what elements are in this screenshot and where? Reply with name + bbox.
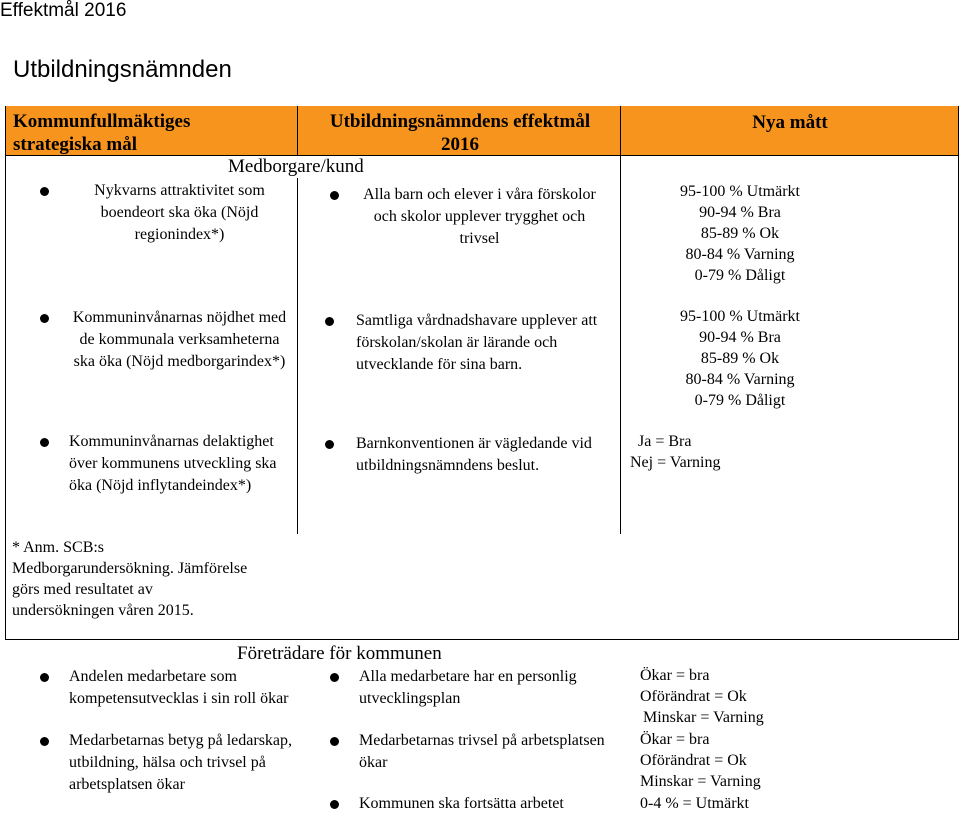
measure-list bbox=[625, 306, 855, 411]
column-divider bbox=[297, 178, 298, 534]
measure-line: Minskar = Varning bbox=[643, 709, 764, 726]
header-line: 2016 bbox=[441, 134, 479, 155]
strategic-goal-item: Medarbetarnas betyg på ledarskap, utbildning, hälsa och trivsel på arbetsplatsen ökar bbox=[40, 730, 300, 796]
measure-list bbox=[630, 431, 830, 473]
header-line: Kommunfullmäktiges bbox=[13, 111, 191, 132]
section-title-foretradare: Företrädare för kommunen bbox=[237, 643, 442, 664]
table-border-right bbox=[958, 106, 959, 640]
footnote-line: * Anm. SCB:s bbox=[12, 539, 105, 556]
header-line: Utbildningsnämndens effektmål bbox=[329, 111, 591, 132]
measure-list bbox=[625, 181, 855, 286]
strategic-goal-item: Kommuninvånarnas delaktighet över kommunens utveckling ska öka (Nöjd inflytandeindex*) bbox=[40, 431, 290, 497]
effect-goal-item: Alla medarbetare har en personlig utvecklingsplan bbox=[330, 666, 620, 710]
measure-line: Oförändrat = Ok bbox=[640, 752, 747, 769]
measure-line: 85-89 % Ok bbox=[700, 350, 780, 367]
header-divider bbox=[297, 106, 298, 155]
bullet-icon bbox=[40, 673, 49, 682]
measure-list bbox=[640, 665, 840, 728]
header-new-measures: Nya mått bbox=[752, 112, 828, 133]
measure-line: Nej = Varning bbox=[630, 454, 721, 471]
measure-line: Minskar = Varning bbox=[640, 773, 761, 790]
effect-goal-item: Medarbetarnas trivsel på arbetsplatsen ökar bbox=[330, 730, 620, 774]
measure-line: 90-94 % Bra bbox=[699, 329, 781, 346]
bullet-icon bbox=[40, 314, 49, 323]
bullet-icon bbox=[40, 187, 49, 196]
measure-line: 80-84 % Varning bbox=[685, 246, 795, 263]
bullet-icon bbox=[330, 800, 339, 809]
measure-line: Ökar = bra bbox=[640, 667, 710, 684]
measure-line: Ja = Bra bbox=[638, 433, 692, 450]
measure-list bbox=[640, 729, 840, 792]
bullet-icon bbox=[40, 438, 49, 447]
footnote bbox=[12, 537, 297, 621]
measure-line: 0-79 % Dåligt bbox=[694, 392, 786, 409]
bullet-icon bbox=[330, 191, 339, 200]
bullet-icon bbox=[330, 673, 339, 682]
measure-line: 95-100 % Utmärkt bbox=[680, 308, 800, 325]
header-divider bbox=[620, 106, 621, 155]
bullet-icon bbox=[325, 440, 334, 449]
effect-goal-item: Alla barn och elever i våra förskolor och skolor upplever trygghet och trivsel bbox=[330, 184, 600, 250]
footnote-line: görs med resultatet av bbox=[12, 581, 153, 598]
measure-line: Oförändrat = Ok bbox=[640, 688, 747, 705]
header-effect-goals bbox=[300, 110, 620, 156]
document-header: Effektmål 2016 bbox=[0, 0, 127, 21]
effect-goal-item: Kommunen ska fortsätta arbetet bbox=[330, 793, 630, 815]
measure-line: 95-100 % Utmärkt bbox=[680, 183, 800, 200]
strategic-goal-item: Nykvarns attraktivitet som boendeort ska öka (Nöjd regionindex*) bbox=[40, 180, 290, 246]
table-border-left bbox=[5, 106, 6, 640]
effect-goal-item: Barnkonventionen är vägledande vid utbildningsnämndens beslut. bbox=[325, 433, 615, 477]
footnote-line: undersökningen våren 2015. bbox=[12, 602, 194, 619]
header-line: strategiska mål bbox=[13, 134, 138, 155]
measure-line: 0-4 % = Utmärkt bbox=[640, 795, 749, 812]
section-title-medborgare: Medborgare/kund bbox=[228, 156, 364, 177]
bullet-icon bbox=[325, 317, 334, 326]
bullet-icon bbox=[40, 737, 49, 746]
strategic-goal-item: Kommuninvånarnas nöjdhet med de kommunala verksamheterna ska öka (Nöjd medborgarindex*) bbox=[40, 307, 290, 373]
measure-line: Ökar = bra bbox=[640, 731, 710, 748]
effect-goal-item: Samtliga vårdnadshavare upplever att förskolan/skolan är lärande och utvecklande för sina barn. bbox=[325, 310, 615, 376]
measure-line: 80-84 % Varning bbox=[685, 371, 795, 388]
measure-line: 0-79 % Dåligt bbox=[694, 267, 786, 284]
bullet-icon bbox=[330, 737, 339, 746]
table-bottom-rule bbox=[5, 639, 959, 640]
header-strategic-goals bbox=[13, 110, 283, 156]
strategic-goal-item: Andelen medarbetare som kompetensutvecklas i sin roll ökar bbox=[40, 666, 300, 710]
measure-line: 85-89 % Ok bbox=[700, 225, 780, 242]
column-divider bbox=[620, 155, 621, 534]
footnote-line: Medborgarundersökning. Jämförelse bbox=[12, 560, 248, 577]
measure-line: 90-94 % Bra bbox=[699, 204, 781, 221]
header-rule bbox=[5, 155, 959, 156]
page-title: Utbildningsnämnden bbox=[13, 56, 232, 83]
